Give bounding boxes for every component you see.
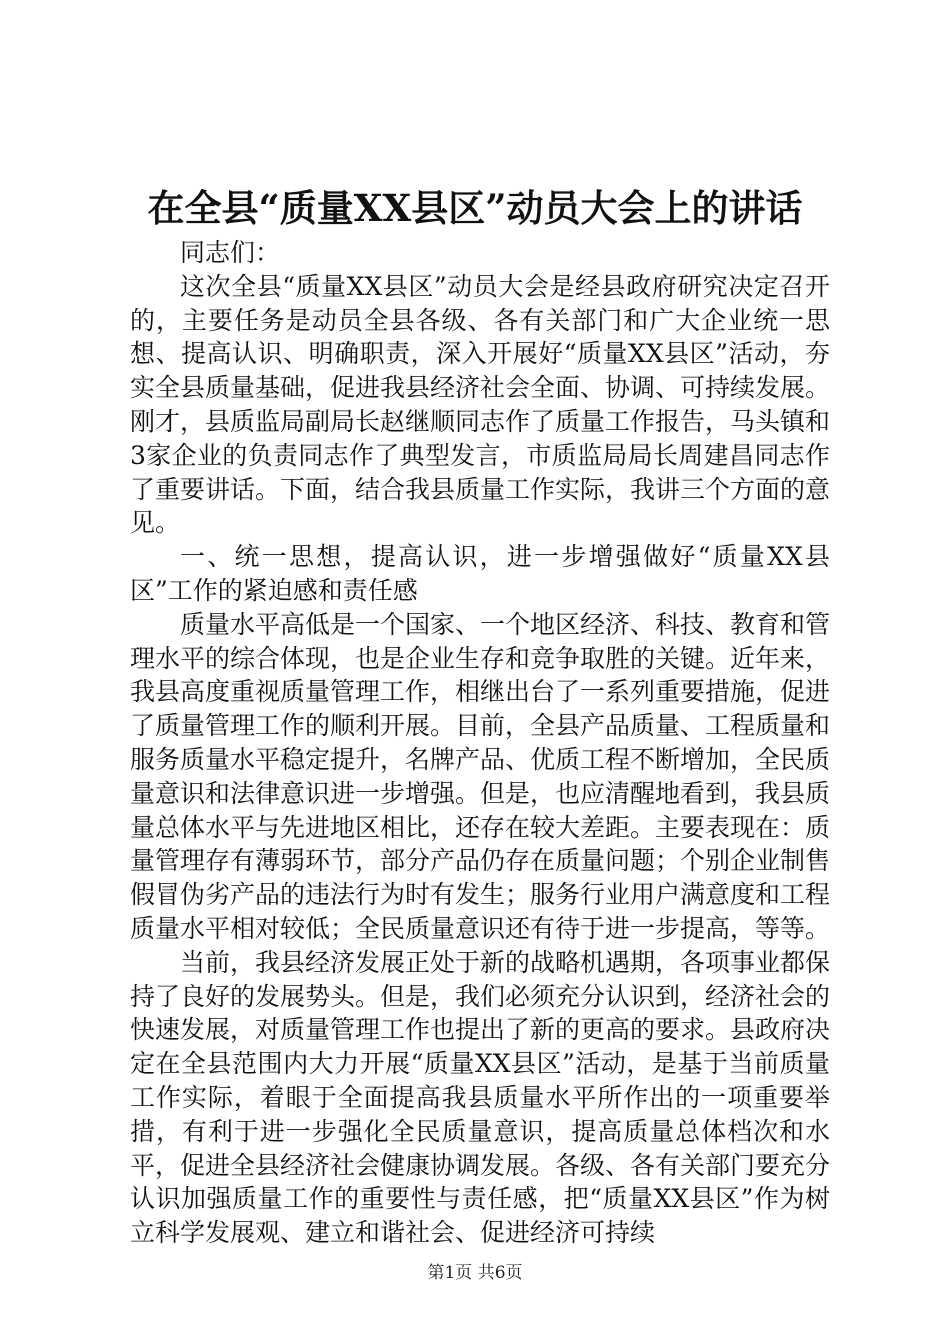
- salutation-paragraph: 同志们：: [180, 238, 281, 267]
- body-paragraph: 质量水平高低是一个国家、一个地区经济、科技、教育和管理水平的综合体现，也是企业生存和竞争取胜的关键。近年来，我县高度重视质量管理工作，相继出台了一系列重要措施，促进了质量管理工作的顺利开展。目前，全县产品质量、工程质量和服务质量水平稳定提升，名牌产品、优质工程不断增加，全民质量意识和法律意识进一步增强。但是，也应清醒地看到，我县质量总体水平与先进地区相比，还存在较大差距。主要表现在：质量管理存有薄弱环节，部分产品仍存在质量问题；个别企业制售假冒伪劣产品的违法行为时有发生；服务行业用户满意度和工程质量水平相对较低；全民质量意识还有待于进一步提高，等等。: [130, 609, 831, 943]
- page-number-footer: 第1页 共6页: [427, 1263, 523, 1283]
- document-body: [130, 236, 830, 1250]
- body-paragraph: 当前，我县经济发展正处于新的战略机遇期，各项事业都保持了良好的发展势头。但是，我们必须充分认识到，经济社会的快速发展，对质量管理工作也提出了新的更高的要求。县政府决定在全县范围内大力开展“质量XX县区”活动，是基于当前质量工作实际，着眼于全面提高我县质量水平所作出的一项重要举措，有利于进一步强化全民质量意识，提高质量总体档次和水平，促进全县经济社会健康协调发展。各级、各有关部门要充分认识加强质量工作的重要性与责任感，把“质量XX县区”作为树立科学发展观、建立和谐社会、促进经济可持续: [130, 947, 831, 1248]
- intro-paragraph: 这次全县“质量XX县区”动员大会是经县政府研究决定召开的，主要任务是动员全县各级、各有关部门和广大企业统一思想、提高认识、明确职责，深入开展好“质量XX县区”活动，夯实全县质量基础，促进我县经济社会全面、协调、可持续发展。刚才，县质监局副局长赵继顺同志作了质量工作报告，马头镇和3家企业的负责同志作了典型发言，市质监局局长周建昌同志作了重要讲话。下面，结合我县质量工作实际，我讲三个方面的意见。: [130, 271, 831, 538]
- section-heading-1: 一、统一思想，提高认识，进一步增强做好“质量XX县区”工作的紧迫感和责任感: [130, 542, 830, 605]
- document-title: 在全县“质量XX县区”动员大会上的讲话: [147, 186, 803, 230]
